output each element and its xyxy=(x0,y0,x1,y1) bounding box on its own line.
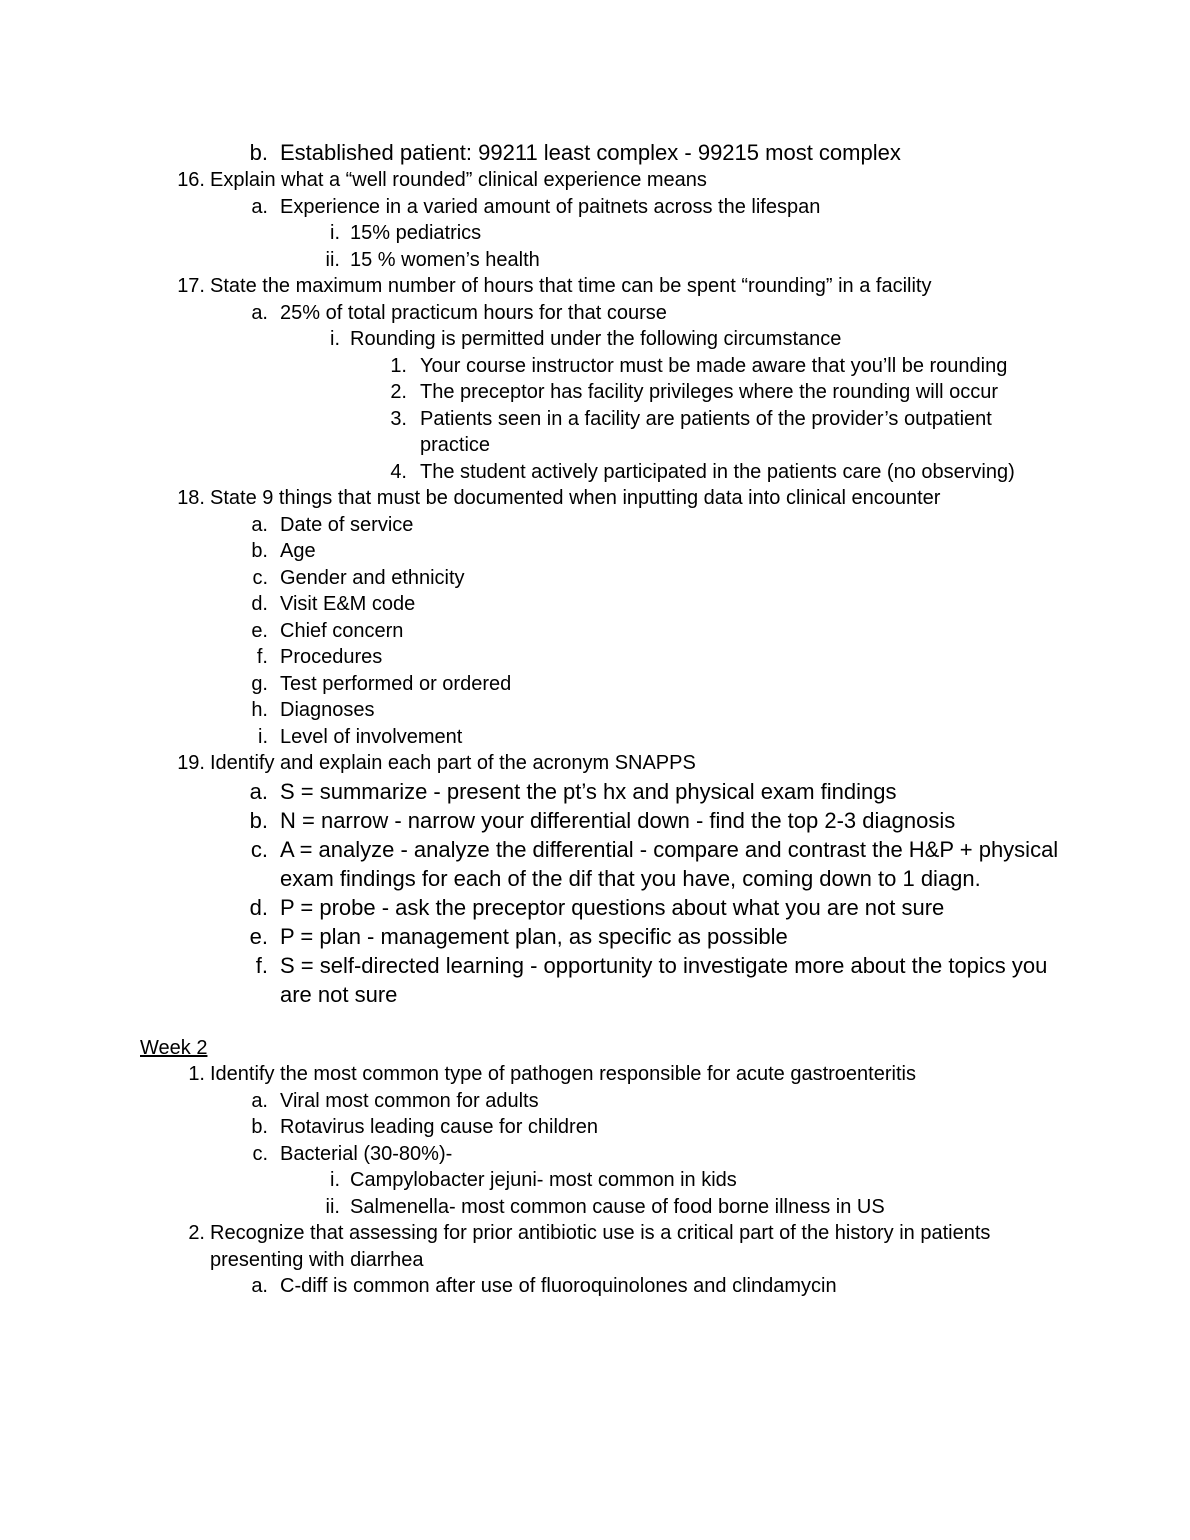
list-marker: ii. xyxy=(325,248,340,271)
list-item xyxy=(0,591,1190,618)
list-item xyxy=(0,167,1190,194)
list-marker: 17. xyxy=(177,275,205,297)
list-marker: a. xyxy=(251,1089,268,1112)
list-item-text: Bacterial (30-80%)- xyxy=(280,1142,453,1165)
list-item xyxy=(0,485,1190,512)
list-item xyxy=(0,353,1190,380)
list-item xyxy=(0,618,1190,645)
list-item xyxy=(0,1220,1190,1273)
list-item-text: The student actively participated in the patients care (no observing) xyxy=(420,460,1015,483)
list-item-text: Diagnoses xyxy=(280,699,375,721)
list-item-text: P = plan - management plan, as specific as possible xyxy=(280,923,788,949)
list-item-text: S = self-directed learning - opportunity to investigate more about the topics you are not sure xyxy=(280,952,1048,1007)
list-item xyxy=(0,697,1190,724)
list-marker: f. xyxy=(256,646,268,668)
list-marker: a. xyxy=(251,195,268,218)
list-marker: 16. xyxy=(177,169,205,191)
list-item xyxy=(0,459,1190,486)
list-marker: c. xyxy=(252,1142,268,1165)
list-item-text: State the maximum number of hours that time can be spent “rounding” in a facility xyxy=(210,275,932,297)
list-item xyxy=(0,138,1190,167)
list-item xyxy=(0,1194,1190,1221)
list-item-text: Test performed or ordered xyxy=(280,672,512,695)
list-marker: g. xyxy=(251,672,268,695)
list-item-text: Recognize that assessing for prior antibiotic use is a critical part of the history in patients presenting with diarrhea xyxy=(210,1222,991,1271)
list-item-text: Chief concern xyxy=(280,619,404,642)
list-item-text: Date of service xyxy=(280,513,414,536)
list-item-text: Established patient: 99211 least complex - 99215 most complex xyxy=(280,140,901,165)
list-item xyxy=(0,777,1190,806)
list-marker: 1. xyxy=(188,1063,205,1085)
list-marker: 2. xyxy=(390,381,407,403)
list-item-text: N = narrow - narrow your differential down - find the top 2-3 diagnosis xyxy=(280,807,956,833)
list-marker: b. xyxy=(249,140,268,165)
list-item xyxy=(0,1141,1190,1168)
list-item-text: Week 2 xyxy=(140,1036,208,1059)
list-marker: a. xyxy=(249,778,268,804)
list-item-text: P = probe - ask the preceptor questions about what you are not sure xyxy=(280,894,945,920)
list-item-text: Campylobacter jejuni- most common in kids xyxy=(350,1169,737,1191)
blank-line xyxy=(0,1009,1190,1035)
list-item xyxy=(0,300,1190,327)
list-item-text: S = summarize - present the pt’s hx and physical exam findings xyxy=(280,778,897,804)
list-item xyxy=(0,512,1190,539)
list-item-text: Viral most common for adults xyxy=(280,1089,539,1112)
list-item xyxy=(0,1114,1190,1141)
list-item-text: Level of involvement xyxy=(280,725,463,748)
list-item-text: Identify and explain each part of the acronym SNAPPS xyxy=(210,752,696,774)
list-item xyxy=(0,893,1190,922)
list-item xyxy=(0,1167,1190,1194)
list-item-text: C-diff is common after use of fluoroquinolones and clindamycin xyxy=(280,1275,837,1297)
list-marker: c. xyxy=(250,836,268,862)
list-item xyxy=(0,750,1190,777)
list-item xyxy=(0,194,1190,221)
list-marker: 18. xyxy=(177,487,205,509)
list-item xyxy=(0,724,1190,751)
list-marker: e. xyxy=(249,923,268,949)
list-marker: ii. xyxy=(325,1195,340,1218)
list-item xyxy=(0,951,1190,1009)
list-marker: i. xyxy=(258,725,268,748)
list-item xyxy=(0,406,1190,459)
list-marker: 3. xyxy=(390,407,407,430)
list-marker: a. xyxy=(251,1275,268,1297)
list-item xyxy=(0,220,1190,247)
list-item-text: 25% of total practicum hours for that course xyxy=(280,301,667,324)
list-marker: d. xyxy=(251,593,268,615)
list-marker: b. xyxy=(251,540,268,562)
list-marker: 19. xyxy=(177,752,205,774)
section-heading xyxy=(0,1035,1190,1062)
list-item xyxy=(0,1088,1190,1115)
list-marker: i. xyxy=(330,222,340,244)
list-marker: 1. xyxy=(390,354,407,377)
list-item xyxy=(0,922,1190,951)
list-marker: c. xyxy=(252,566,268,589)
list-marker: a. xyxy=(251,301,268,324)
list-item-text: Rounding is permitted under the following circumstance xyxy=(350,328,842,350)
list-item xyxy=(0,1061,1190,1088)
list-item-text: Age xyxy=(280,540,316,562)
list-item xyxy=(0,806,1190,835)
list-marker: a. xyxy=(251,513,268,536)
list-item xyxy=(0,835,1190,893)
list-item-text: 15% pediatrics xyxy=(350,222,482,244)
list-marker: d. xyxy=(249,894,268,920)
list-marker: 4. xyxy=(390,460,407,483)
list-item-text: Identify the most common type of pathogen responsible for acute gastroenteritis xyxy=(210,1063,916,1085)
list-item-text: Procedures xyxy=(280,646,383,668)
list-item xyxy=(0,379,1190,406)
list-item xyxy=(0,565,1190,592)
list-item-text: Patients seen in a facility are patients of the provider’s outpatient practice xyxy=(420,407,992,456)
list-marker: b. xyxy=(249,807,268,833)
list-marker: i. xyxy=(330,328,340,350)
list-item-text: Rotavirus leading cause for children xyxy=(280,1116,598,1138)
list-item xyxy=(0,671,1190,698)
list-item-text: State 9 things that must be documented when inputting data into clinical encounter xyxy=(210,487,941,509)
list-item-text: Experience in a varied amount of paitnets across the lifespan xyxy=(280,195,821,218)
list-item-text: 15 % women’s health xyxy=(350,248,540,271)
list-item xyxy=(0,247,1190,274)
list-marker: b. xyxy=(251,1116,268,1138)
list-item xyxy=(0,273,1190,300)
list-item-text: Explain what a “well rounded” clinical experience means xyxy=(210,169,707,191)
list-marker: i. xyxy=(330,1169,340,1191)
list-item xyxy=(0,326,1190,353)
list-marker: e. xyxy=(251,619,268,642)
list-item-text: Your course instructor must be made aware that you’ll be rounding xyxy=(420,354,1008,377)
list-marker: f. xyxy=(255,952,268,978)
list-item xyxy=(0,538,1190,565)
list-item-text: Gender and ethnicity xyxy=(280,566,465,589)
list-marker: 2. xyxy=(188,1222,205,1244)
list-item xyxy=(0,1273,1190,1300)
list-item-text: Visit E&M code xyxy=(280,593,416,615)
list-item-text: Salmenella- most common cause of food borne illness in US xyxy=(350,1195,885,1218)
list-marker: h. xyxy=(251,699,268,721)
list-item xyxy=(0,644,1190,671)
list-item-text: The preceptor has facility privileges where the rounding will occur xyxy=(420,381,999,403)
document-body xyxy=(0,138,1190,1300)
list-item-text: A = analyze - analyze the differential - compare and contrast the H&P + physical exam findings for each of the dif that you have, coming down to 1 diagn. xyxy=(280,836,1059,891)
